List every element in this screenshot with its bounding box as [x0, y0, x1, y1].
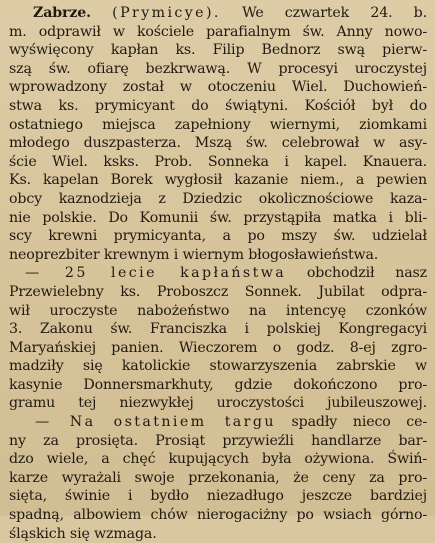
text-line: wprowadzony został w otoczeniu Wiel. Duchowień- [9, 79, 427, 96]
text-line: Maryańskiej panien. Wieczorem o godz. 8-ej zgro- [9, 339, 427, 356]
text-line: dzo wiele, a chęć kupujących była ożywiona. Świń- [9, 451, 427, 468]
text-line [9, 264, 427, 283]
text-line: ostatniego miejsca zapełniony wiernymi, ziomkami [9, 116, 427, 133]
section-lead: — Na ostatniem targu [35, 414, 276, 431]
text-line: nie polskie. Do Komunii św. przystąpiła matka i bli- [9, 209, 427, 226]
text-line: scy krewni prymicyanta, a po mszy św. udzielał [9, 228, 427, 245]
text-line: 3. Zakonu św. Franciszka i polskiej Kongregacyi [9, 321, 427, 338]
text-line: Ks. kapelan Borek wygłosił kazanie niem., a pewien [9, 172, 427, 189]
text-line: ście Wiel. ksks. Prob. Sonneka i kapel. Knauera. [9, 153, 427, 170]
text-line: madziły się katolickie stowarzyszenia zabrskie w [9, 358, 427, 375]
text-line-content: obchodził nasz [306, 265, 427, 282]
text-line: gramu tej niezwykłej uroczystości jubileuszowej. [9, 395, 427, 412]
text-line: obcy kaznodzieja z Dziedzic okolicznościowe kaza- [9, 190, 427, 207]
text-line-content: spadły nieco ce- [291, 414, 427, 431]
text-line: sięta, świnie i bydło niezadługo jeszcze bardziej [9, 488, 427, 505]
text-line: Przewielebny ks. Proboszcz Sonnek. Jubilat odpra- [9, 283, 427, 300]
text-line: karze wyrażali swoje przekonania, że ceny za pro- [9, 469, 427, 486]
text-line: szą św. ofiarę bezkrwawą. W procesyi uroczystej [9, 60, 427, 77]
text-line-content: We czwartek 24. b. [242, 5, 427, 21]
text-line: młodego duszpasterza. Mszą św. celebrował w asy- [9, 135, 427, 152]
section-tag: (Prymicye). [112, 5, 221, 21]
text-line: stwa ks. prymicyant do świątyni. Kościół był do [9, 97, 427, 114]
text-line: spadną, albowiem chów nierogaciżny po wsiach górno- [9, 507, 427, 524]
text-line: neoprezbiter krewnym i wiernym błogosławieństwa. [9, 246, 379, 263]
text-line: śląskich się wzmaga. [9, 525, 157, 542]
text-line [9, 4, 427, 23]
text-line: ny za prosięta. Prosiąt przywieźli handlarze bar- [9, 432, 427, 449]
text-line: wyświęcony kapłan ks. Filip Bednorz swą pierw- [9, 42, 427, 59]
article-paragraph-jubilee [9, 264, 427, 413]
text-line: wił uroczyste nabożeństwo na intencyę czonków [9, 302, 427, 319]
article-paragraph-primicye [9, 4, 427, 264]
text-line: m. odprawił w kościele parafialnym św. Anny nowo- [9, 23, 427, 40]
section-lead: — 25 lecie kapłaństwa [25, 265, 287, 282]
text-line [9, 413, 427, 432]
dateline: Zabrze. [33, 5, 91, 21]
text-line: kasynie Donnersmarkhuty, gdzie dokończono pro- [9, 376, 427, 393]
article-paragraph-market [9, 413, 427, 543]
